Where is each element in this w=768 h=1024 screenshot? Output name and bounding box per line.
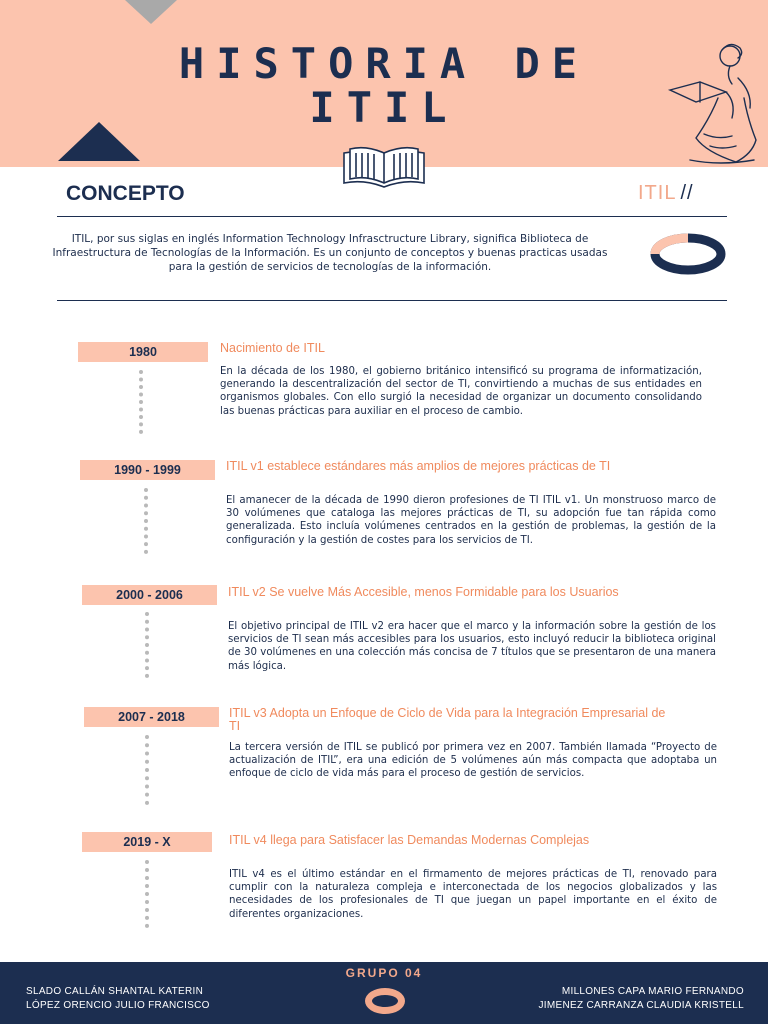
timeline-body: El amanecer de la década de 1990 dieron profesiones de TI ITIL v1. Un monstruoso marco de 30 volúmenes que cataloga las mejores prácticas de TI, su adopción fue tan rápida como generalizada. Esto incluía volúmenes centrados en la gestión de problemas, la gestión de la configuración y la gestión de costes para los servicios de TI. — [226, 495, 716, 546]
timeline-body: ITIL v4 es el último estándar en el firmamento de mejores prácticas de TI, renovado para cumplir con la naturaleza compleja e interconectada de los negocios globalizados y las necesidades de los profesionales de TI que juegan un papel importante en el éxito de diferentes organizaciones. — [229, 869, 717, 920]
timeline-year: 2000 - 2006 — [82, 585, 217, 605]
itil-tag-text: ITIL — [638, 182, 677, 204]
navy-triangle-decoration — [58, 122, 140, 161]
footer-ring-decoration — [365, 988, 405, 1014]
ring-decoration — [648, 233, 728, 275]
concept-top-rule — [57, 216, 727, 217]
header-banner — [0, 0, 768, 167]
member-name: MILLONES CAPA MARIO FERNANDO — [561, 986, 744, 997]
timeline-heading: ITIL v3 Adopta un Enfoque de Ciclo de Vida para la Integración Empresarial de TI — [229, 706, 666, 733]
concept-text: ITIL, por sus siglas en inglés Information Technology Infrasctructure Library, significa Biblioteca de Infraestructura de Tecnologías de la Información. Es un conjunto de conceptos y buenas practicas usadas para la gestión de servicios de tecnologías de la información. — [52, 233, 608, 273]
itil-tag-slashes: // — [680, 182, 694, 204]
timeline-year: 2007 - 2018 — [84, 707, 219, 727]
timeline-year: 1980 — [78, 342, 208, 362]
concept-bottom-rule — [57, 300, 727, 301]
timeline-body: El objetivo principal de ITIL v2 era hacer que el marco y la información sobre la gestión de los servicios de TI sean más accesibles para los usuarios, esto incluyó reducir la biblioteca original de 30 volúmenes en una colección más concisa de 7 títulos que se presentaron de una manera más lógica. — [228, 621, 716, 672]
book-icon — [342, 143, 426, 189]
member-name: JIMENEZ CARRANZA CLAUDIA KRISTELL — [538, 1000, 744, 1011]
timeline-connector — [144, 488, 148, 554]
itil-tag — [638, 182, 694, 205]
member-name: SLADO CALLÁN SHANTAL KATERIN — [26, 986, 204, 997]
timeline-connector — [145, 612, 149, 678]
timeline-body: En la década de los 1980, el gobierno británico intensificó su programa de informatización, generando la descentralización del sector de TI, convirtiendo a muchas de sus entidades en organismos globales. Con ello surgió la necesidad de organizar un documento consolidando las buenas prácticas para auxiliar en el proceso de cambio. — [220, 366, 702, 417]
page-title — [0, 39, 768, 132]
timeline-heading: ITIL v1 establece estándares más amplios de mejores prácticas de TI — [226, 459, 611, 473]
timeline-connector — [139, 370, 143, 434]
timeline-connector — [145, 735, 149, 805]
footer — [0, 962, 768, 1024]
member-name: LÓPEZ ORENCIO JULIO FRANCISCO — [26, 1000, 210, 1011]
title-line-1: HISTORIA DE — [178, 39, 590, 88]
timeline-heading: ITIL v2 Se vuelve Más Accesible, menos Formidable para los Usuarios — [228, 585, 619, 599]
concept-title: CONCEPTO — [66, 182, 185, 205]
group-title: GRUPO 04 — [345, 966, 423, 980]
reader-illustration — [660, 38, 760, 166]
timeline-connector — [145, 860, 149, 928]
timeline-heading: ITIL v4 llega para Satisfacer las Demandas Modernas Complejas — [229, 833, 590, 847]
timeline-heading: Nacimiento de ITIL — [220, 341, 325, 355]
timeline-year: 2019 - X — [82, 832, 212, 852]
timeline-body: La tercera versión de ITIL se publicó por primera vez en 2007. También llamada “Proyecto de actualización de ITIL”, era una edición de 5 volúmenes aún más compacta que adoptaba un enfoque de ciclo de vida más para el proceso de gestión de servicios. — [229, 742, 717, 780]
timeline-year: 1990 - 1999 — [80, 460, 215, 480]
gray-triangle-decoration — [125, 0, 177, 24]
title-line-2: ITIL — [309, 83, 459, 132]
